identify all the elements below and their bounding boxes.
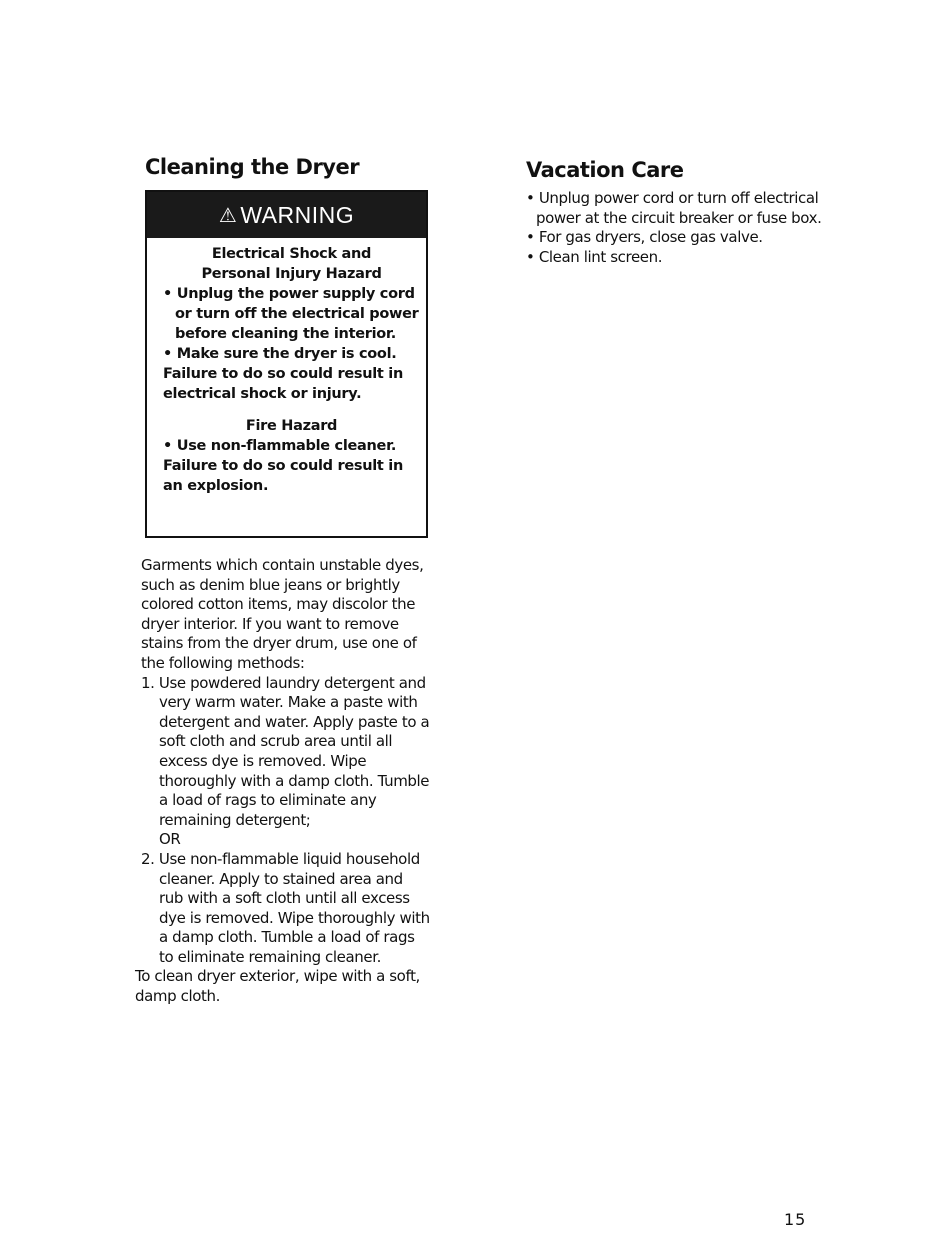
warning-banner-label: WARNING — [240, 201, 355, 228]
method-2: 2. Use non-flammable liquid household cleaner. Apply to stained area and rub with a soft cloth until all excess dye is removed. Wipe thoroughly with a damp cloth. Tumble a load of rags to eliminate remaining cleaner. — [141, 849, 430, 966]
intro-paragraph: Garments which contain unstable dyes, such as denim blue jeans or brightly colored cotton items, may discolor the dryer interior. If you want to remove stains from the dryer drum, use one of the following methods: — [141, 556, 424, 672]
exterior-paragraph: To clean dryer exterior, wipe with a soft, damp cloth. — [135, 967, 420, 1006]
warning-triangle-icon: ⚠ — [218, 204, 238, 227]
list-item: • Unplug power cord or turn off electrical power at the circuit breaker or fuse box. — [526, 189, 822, 227]
or-separator: OR — [159, 830, 181, 849]
list-item: • Clean lint screen. — [526, 247, 663, 266]
warning-bullet-cleaner: • Use non-flammable cleaner. — [163, 438, 397, 454]
cleaning-instructions — [135, 556, 431, 1007]
shock-heading-2: Personal Injury Hazard — [201, 266, 382, 282]
shock-failure-text: Failure to do so could result in electrical shock or injury. — [163, 366, 403, 402]
section-title-vacation: Vacation Care — [526, 158, 684, 182]
warning-banner — [147, 192, 426, 238]
method-1: 1. Use powdered laundry detergent and very warm water. Make a paste with detergent and water. Apply paste to a soft cloth and scrub area until all excess dye is removed. Wipe thoroughly with a damp cloth. Tumble a load of rags to eliminate any remaining detergent; — [141, 673, 430, 829]
shock-heading-1: Electrical Shock and — [211, 246, 372, 262]
fire-failure-text: Failure to do so could result in an explosion. — [163, 458, 403, 494]
section-title-cleaning: Cleaning the Dryer — [145, 155, 360, 179]
list-item: • For gas dryers, close gas valve. — [526, 228, 763, 246]
warning-bullet-unplug: • Unplug the power supply cord or turn off the electrical power before cleaning the interior. — [163, 286, 419, 342]
fire-heading: Fire Hazard — [245, 418, 338, 434]
warning-box — [145, 190, 428, 538]
warning-bullet-cool: • Make sure the dryer is cool. — [163, 346, 397, 362]
page-number: 15 — [784, 1210, 807, 1229]
vacation-list — [526, 189, 826, 267]
